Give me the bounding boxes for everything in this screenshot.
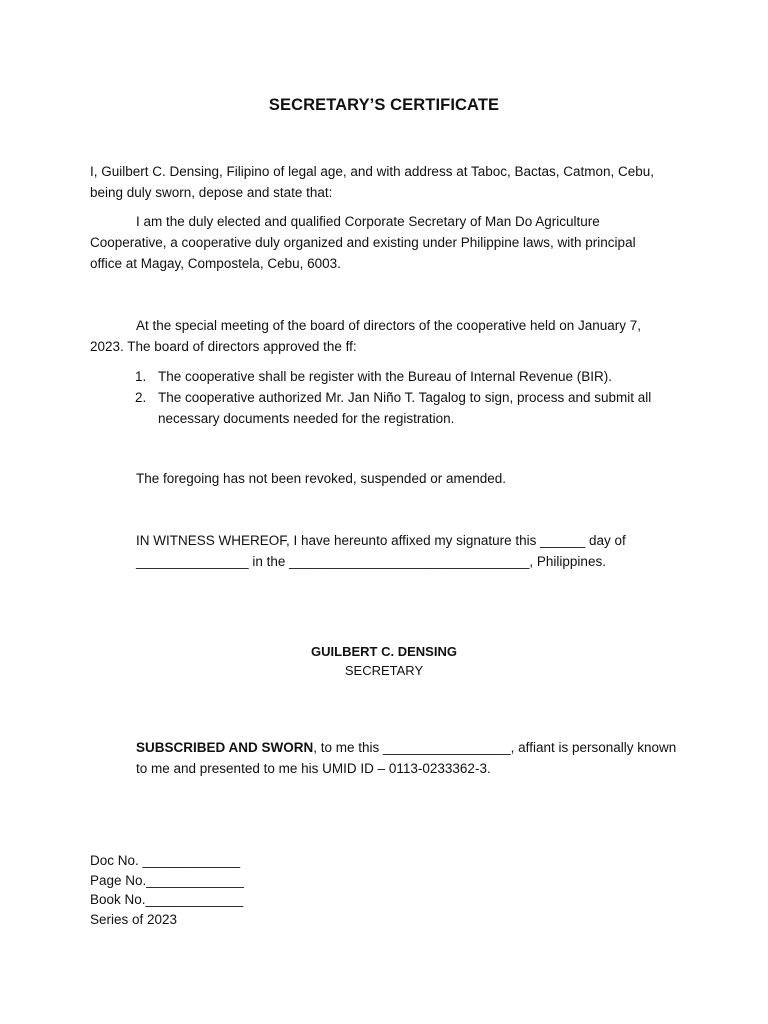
secretary-statement-paragraph — [90, 211, 636, 274]
resolutions-list — [135, 366, 651, 429]
resolution-number: 1. — [135, 369, 147, 384]
jurat-paragraph — [136, 737, 676, 779]
witness-paragraph — [136, 530, 626, 572]
book-number: Book No._____________ — [90, 892, 244, 907]
intro-paragraph — [90, 161, 654, 203]
notary-details — [90, 851, 244, 929]
jurat-line-1 — [136, 737, 676, 758]
jurat-bold-lead: SUBSCRIBED AND SWORN — [136, 740, 314, 755]
document-title: SECRETARY’S CERTIFICATE — [268, 96, 500, 114]
jurat-line-2: to me and presented to me his UMID ID – 0113-0233362-3. — [136, 761, 491, 776]
resolution-text-line-1: The cooperative authorized Mr. Jan Niño T. Tagalog to sign, process and submit all — [158, 390, 652, 405]
signatory-position: SECRETARY — [344, 663, 424, 678]
resolution-text-line-1: The cooperative shall be register with the Bureau of Internal Revenue (BIR). — [158, 369, 612, 384]
statement-line-2: Cooperative, a cooperative duly organized and existing under Philippine laws, with principal — [90, 235, 636, 250]
intro-line-1: I, Guilbert C. Densing, Filipino of legal age, and with address at Taboc, Bactas, Catmon, Cebu, — [90, 164, 655, 179]
meeting-paragraph — [90, 315, 641, 357]
page-number: Page No._____________ — [90, 872, 244, 888]
signatory-name: GUILBERT C. DENSING — [311, 644, 457, 659]
witness-line-2: _______________ in the ________________________________, Philippines. — [136, 554, 606, 569]
statement-line-3: office at Magay, Compostela, Cebu, 6003. — [90, 256, 341, 271]
resolution-item-1 — [135, 366, 651, 387]
statement-line-1: I am the duly elected and qualified Corporate Secretary of Man Do Agriculture — [136, 214, 600, 229]
intro-line-2: being duly sworn, depose and state that: — [90, 185, 333, 200]
doc-number: Doc No. _____________ — [90, 853, 241, 868]
witness-line-1: IN WITNESS WHEREOF, I have hereunto affixed my signature this ______ day of — [136, 533, 626, 548]
meeting-line-1: At the special meeting of the board of directors of the cooperative held on January 7, — [136, 318, 642, 333]
meeting-line-2: 2023. The board of directors approved the ff: — [90, 339, 357, 354]
resolution-item-2 — [135, 387, 651, 429]
jurat-line-1-rest: , to me this _________________, affiant is personally known — [313, 740, 677, 755]
series-year: Series of 2023 — [90, 911, 178, 927]
foregoing-statement: The foregoing has not been revoked, suspended or amended. — [136, 471, 507, 486]
resolution-number: 2. — [135, 390, 147, 405]
resolution-text-line-2: necessary documents needed for the registration. — [158, 411, 455, 426]
